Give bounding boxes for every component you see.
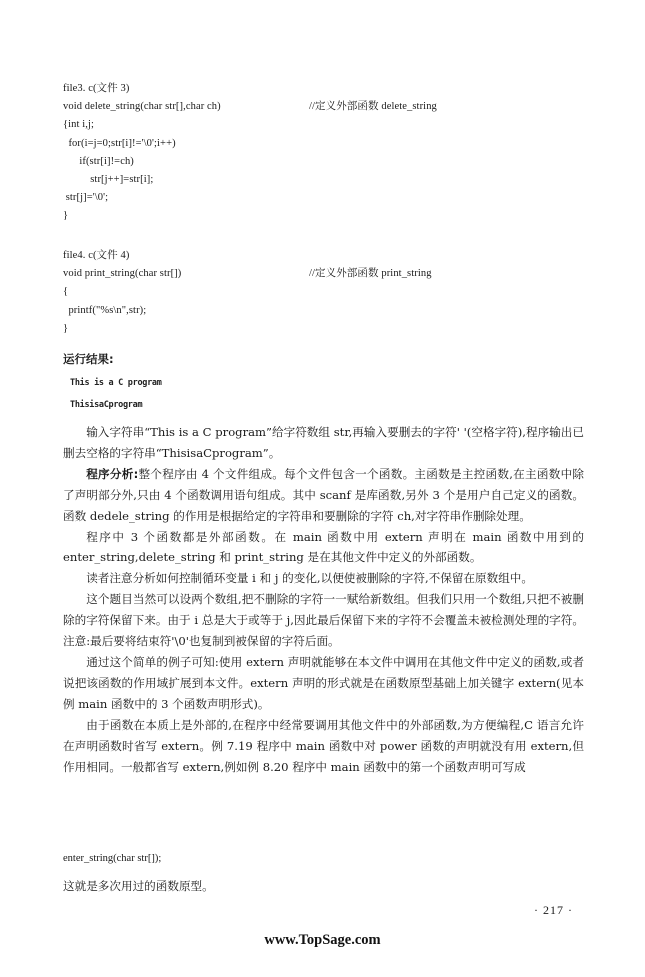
paragraph [63, 464, 584, 527]
paragraph [63, 652, 584, 715]
code-text: str[j]='\0'; [63, 192, 109, 204]
code-text: } [63, 322, 69, 334]
paragraph-text: 程序中 3 个函数都是外部函数。在 main 函数中用 extern 声明在 main 函数中用到的 enter_string,delete_string 和 print_string 是在其他文件中定义的外部函数。 [63, 529, 584, 565]
page-number: · 217 · [534, 903, 573, 917]
code-comment: //定义外部函数 delete_string [309, 101, 437, 113]
code-block-file3 [63, 80, 603, 226]
code-line [63, 135, 603, 153]
paragraph-lead: 程序分析: [86, 466, 139, 481]
paragraph-text: 整个程序由 4 个文件组成。每个文件包含一个函数。主函数是主控函数,在主函数中除了声明部分外,只由 4 个函数调用语句组成。其中 scanf 是库函数,另外 3 个是用户自己定义的函数。函数 dedele_string 的作用是根据给定的字符串和要删除的字符 ch,对字符串作删除处理。 [63, 466, 585, 523]
paragraph-text: 读者注意分析如何控制循环变量 i 和 j 的变化,以便使被删除的字符,不保留在原数组中。 [86, 571, 533, 586]
code-line [63, 98, 603, 116]
code-text: for(i=j=0;str[i]!='\0';i++) [63, 137, 176, 149]
code-line [63, 153, 603, 171]
code-text: } [63, 210, 69, 222]
code-text: void print_string(char str[]) [63, 268, 182, 280]
code-block-file4 [63, 247, 603, 338]
paragraph [63, 715, 584, 778]
paragraph [63, 568, 584, 589]
paragraph [63, 527, 584, 569]
code-text: file3. c(文件 3) [63, 83, 130, 94]
code-line [63, 302, 603, 320]
code-line [63, 116, 603, 134]
paragraph [63, 589, 584, 652]
code-example: enter_string(char str[]); [63, 853, 162, 864]
closing-text: 这就是多次用过的函数原型。 [63, 879, 214, 893]
output-line: This is a C program [70, 378, 162, 388]
paragraph-text: 通过这个简单的例子可知:使用 extern 声明就能够在本文件中调用在其他文件中定义的函数,或者说把该函数的作用域扩展到本文件。extern 声明的形式就是在函数原型基础上加关键字 extern(见本例 main 函数中的 3 个函数声明形式)。 [63, 654, 584, 711]
code-text: if(str[i]!=ch) [63, 155, 134, 167]
code-line [63, 189, 603, 207]
paragraph-text: 由于函数在本质上是外部的,在程序中经常要调用其他文件中的外部函数,为方便编程,C 语言允许在声明函数时省写 extern。例 7.19 程序中 main 函数中对 power 函数的声明就没有用 extern,但作用相同。一般都省写 extern,例如例 8.20 程序中 main 函数中的第一个函数声明可写成 [63, 717, 584, 774]
code-text: printf("%s\n",str); [63, 304, 147, 316]
code-line [63, 171, 603, 189]
code-text: void delete_string(char str[],char ch) [63, 101, 221, 113]
code-line [63, 207, 603, 225]
run-results-heading: 运行结果: [63, 352, 114, 366]
code-line [63, 283, 603, 301]
code-text: {int i,j; [63, 119, 95, 131]
code-text: { [63, 286, 69, 298]
output-line: ThisisaCprogram [70, 400, 143, 410]
code-line [63, 320, 603, 338]
code-line [63, 247, 603, 265]
code-line [63, 80, 603, 98]
body-text [63, 422, 584, 777]
paragraph [63, 422, 584, 464]
code-text: str[j++]=str[i]; [63, 173, 154, 185]
code-line [63, 265, 603, 283]
paragraph-text: 输入字符串“This is a C program”给字符数组 str,再输入要删去的字符' '(空格字符),程序输出已删去空格的字符串“ThisisaCprogram”。 [63, 425, 584, 460]
footer-url: www.TopSage.com [264, 932, 381, 948]
closing-text-block [63, 876, 584, 897]
paragraph-text: 这个题目当然可以设两个数组,把不删除的字符一一赋给新数组。但我们只用一个数组,只把不被删除的字符保留下来。由于 i 总是大于或等于 j,因此最后保留下来的字符不会覆盖未被检测处理的字符。注意:最后要将结束符'\0'也复制到被保留的字符后面。 [63, 592, 584, 649]
code-comment: //定义外部函数 print_string [309, 268, 432, 280]
code-text: file4. c(文件 4) [63, 250, 130, 261]
